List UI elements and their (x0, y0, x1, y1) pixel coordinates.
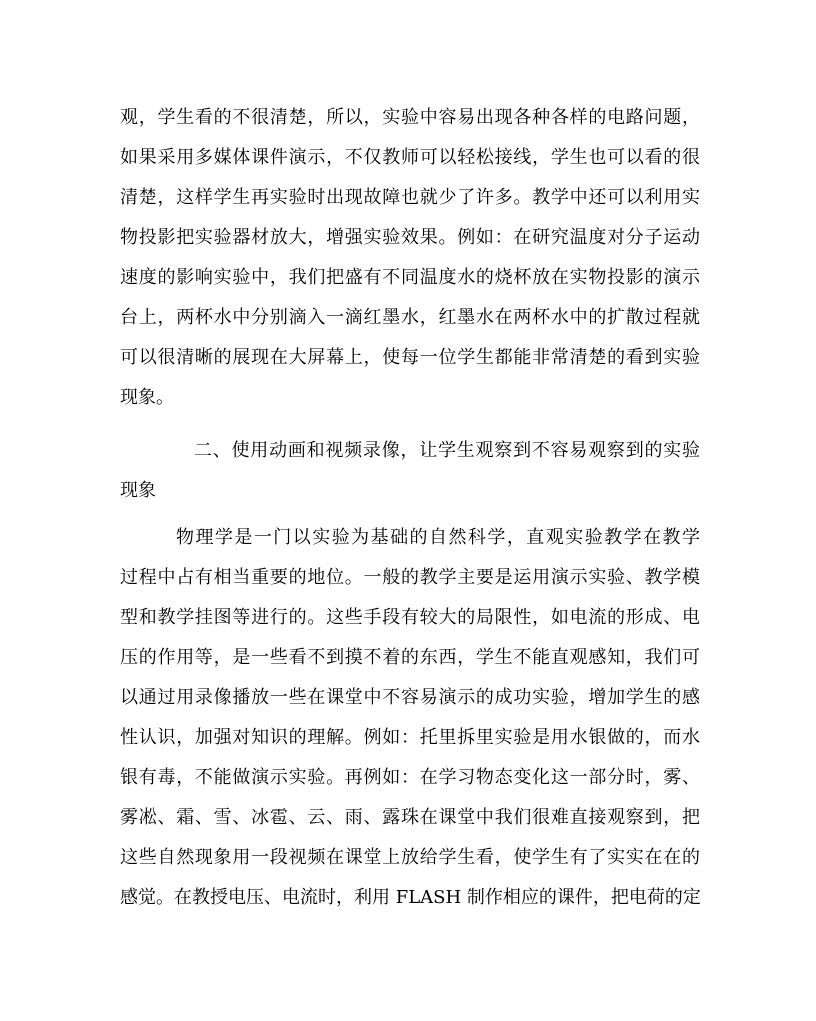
text-line: 以通过用录像播放一些在课堂中不容易演示的成功实验，增加学生的感 (120, 687, 700, 708)
text-line: 现象。 (120, 387, 174, 408)
text-line: 物理学是一门以实验为基础的自然科学，直观实验教学在教学 (176, 527, 700, 548)
text-line: 过程中占有相当重要的地位。一般的教学主要是运用演示实验、教学模 (120, 567, 700, 588)
text-line: 台上，两杯水中分别滴入一滴红墨水，红墨水在两杯水中的扩散过程就 (120, 307, 700, 328)
text-line: 物投影把实验器材放大，增强实验效果。例如：在研究温度对分子运动 (120, 227, 700, 248)
text-line: 如果采用多媒体课件演示，不仅教师可以轻松接线，学生也可以看的很 (120, 147, 700, 168)
text-line: 清楚，这样学生再实验时出现故障也就少了许多。教学中还可以利用实 (120, 187, 700, 208)
text-line: 感觉。在教授电压、电流时，利用 FLASH 制作相应的课件，把电荷的定 (120, 887, 701, 908)
text-line: 性认识，加强对知识的理解。例如：托里拆里实验是用水银做的，而水 (120, 727, 700, 748)
section-heading-continued: 现象 (120, 480, 156, 501)
text-line: 雾凇、霜、雪、冰雹、云、雨、露珠在课堂中我们很难直接观察到，把 (120, 807, 700, 828)
text-line: 速度的影响实验中，我们把盛有不同温度水的烧杯放在实物投影的演示 (120, 267, 700, 288)
text-line: 这些自然现象用一段视频在课堂上放给学生看，使学生有了实实在在的 (120, 847, 700, 868)
text-line: 可以很清晰的展现在大屏幕上，使每一位学生都能非常清楚的看到实验 (120, 347, 700, 368)
section-heading: 二、使用动画和视频录像，让学生观察到不容易观察到的实验 (194, 440, 700, 461)
text-line: 观，学生看的不很清楚，所以，实验中容易出现各种各样的电路问题， (120, 107, 700, 128)
text-line: 银有毒，不能做演示实验。再例如：在学习物态变化这一部分时，雾、 (120, 767, 700, 788)
text-line: 压的作用等，是一些看不到摸不着的东西，学生不能直观感知，我们可 (120, 647, 700, 668)
text-line: 型和教学挂图等进行的。这些手段有较大的局限性，如电流的形成、电 (120, 607, 700, 628)
